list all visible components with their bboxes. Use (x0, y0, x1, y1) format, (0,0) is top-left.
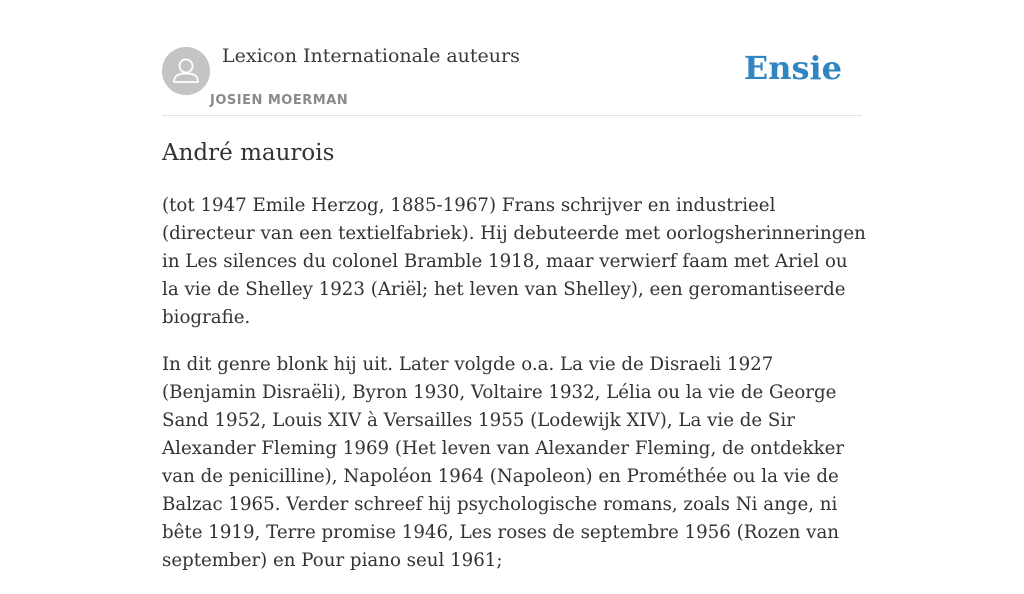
article-paragraph: (tot 1947 Emile Herzog, 1885-1967) Frans schrijver en industrieel (directeur van een textielfabriek). Hij debuteerde met oorlogsherinneringen in Les silences du colonel Bramble 1918, maar verwierf faam met Ariel ou la vie de Shelley 1923 (Ariël; het leven van Shelley), een geromantiseerde biografie. (162, 195, 866, 328)
site-title[interactable]: Lexicon Internationale auteurs (222, 45, 520, 67)
brand-logo[interactable]: Ensie (743, 49, 842, 87)
header (162, 0, 862, 116)
page (162, 0, 866, 571)
author-name[interactable]: JOSIEN MOERMAN (210, 93, 349, 108)
article-title: André maurois (162, 140, 335, 166)
article-paragraph: In dit genre blonk hij uit. Later volgde o.a. La vie de Disraeli 1927 (Benjamin Disraëli), Byron 1930, Voltaire 1932, Lélia ou la vie de George Sand 1952, Louis XIV à Versailles 1955 (Lodewijk XIV), La vie de Sir Alexander Fleming 1969 (Het leven van Alexander Fleming, de ontdekker van de penicilline), Napoléon 1964 (Napoleon) en Prométhée ou la vie de Balzac 1965. Verder schreef hij psychologische romans, zoals Ni ange, ni bête 1919, Terre promise 1946, Les roses de septembre 1956 (Rozen van september) en Pour piano seul 1961; (162, 354, 845, 571)
article-body (162, 192, 867, 594)
user-avatar-icon[interactable] (162, 47, 210, 95)
